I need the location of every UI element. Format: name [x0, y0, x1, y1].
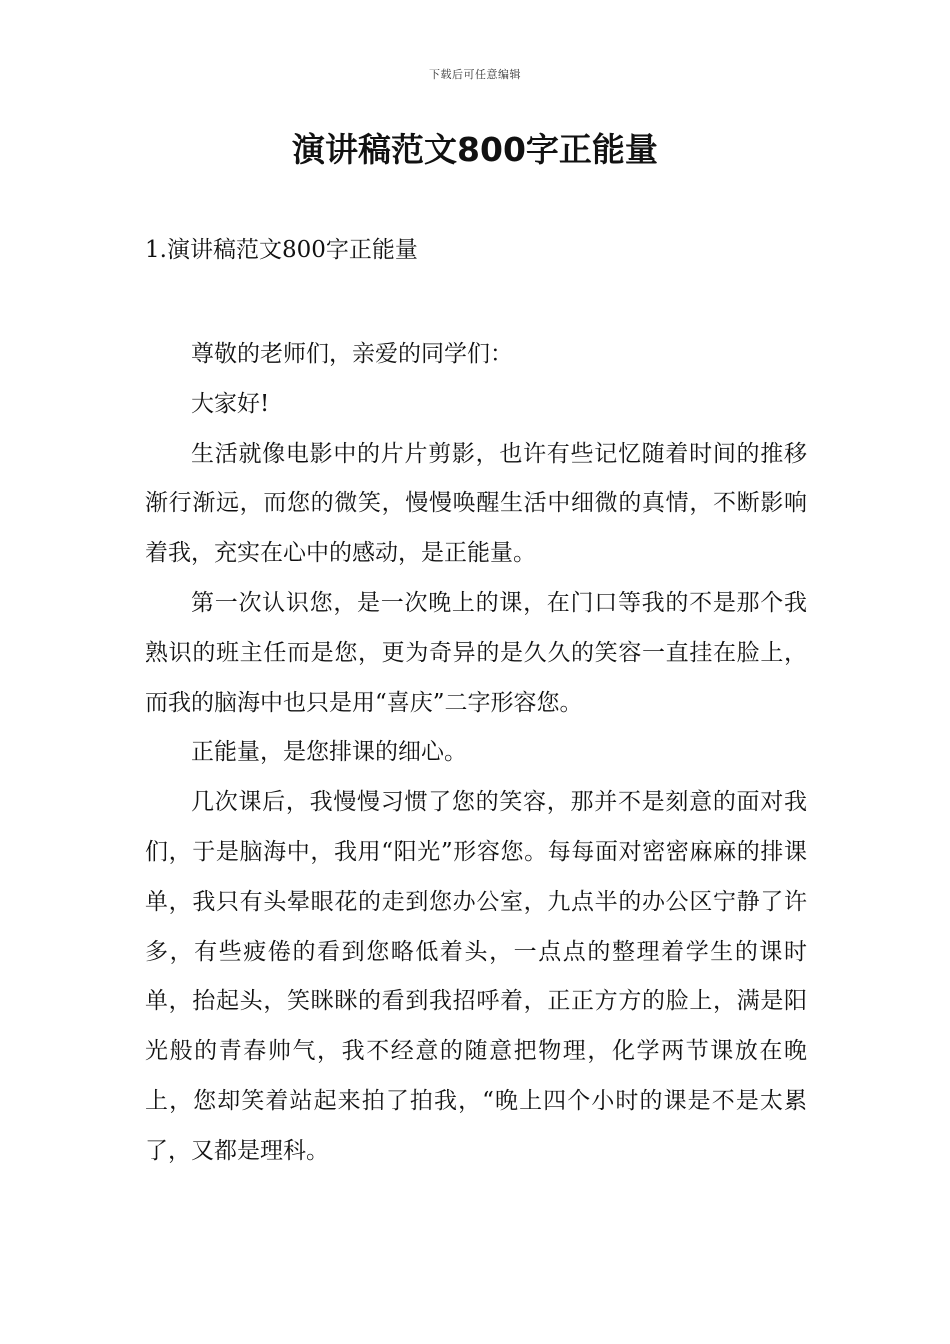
header-note: 下载后可任意编辑: [429, 68, 521, 81]
body-text: [145, 330, 807, 1177]
document-title: 演讲稿范文800字正能量: [292, 130, 658, 169]
paragraph-4: 几次课后，我慢慢习惯了您的笑容，那并不是刻意的面对我们，于是脑海中，我用“阳光”形容您。每每面对密密麻麻的排课单，我只有头晕眼花的走到您办公室，九点半的办公区宁静了许多，有些疲倦的看到您略低着头，一点点的整理着学生的课时单，抬起头，笑眯眯的看到我招呼着，正正方方的脸上，满是阳光般的青春帅气，我不经意的随意把物理，化学两节课放在晚上，您却笑着站起来拍了拍我，“晚上四个小时的课是不是太累了，又都是理科。: [145, 789, 807, 1164]
paragraph-greeting: 大家好!: [191, 390, 270, 417]
paragraph-2: 第一次认识您，是一次晚上的课，在门口等我的不是那个我熟识的班主任而是您，更为奇异的是久久的笑容一直挂在脸上，而我的脑海中也只是用“喜庆”二字形容您。: [145, 589, 807, 716]
paragraph-3: 正能量，是您排课的细心。: [191, 739, 467, 766]
section-heading: 1.演讲稿范文800字正能量: [145, 237, 418, 263]
paragraph-salutation: 尊敬的老师们，亲爱的同学们：: [191, 341, 513, 367]
paragraph-1: 生活就像电影中的片片剪影，也许有些记忆随着时间的推移渐行渐远，而您的微笑，慢慢唤醒生活中细微的真情，不断影响着我，充实在心中的感动，是正能量。: [145, 440, 807, 567]
